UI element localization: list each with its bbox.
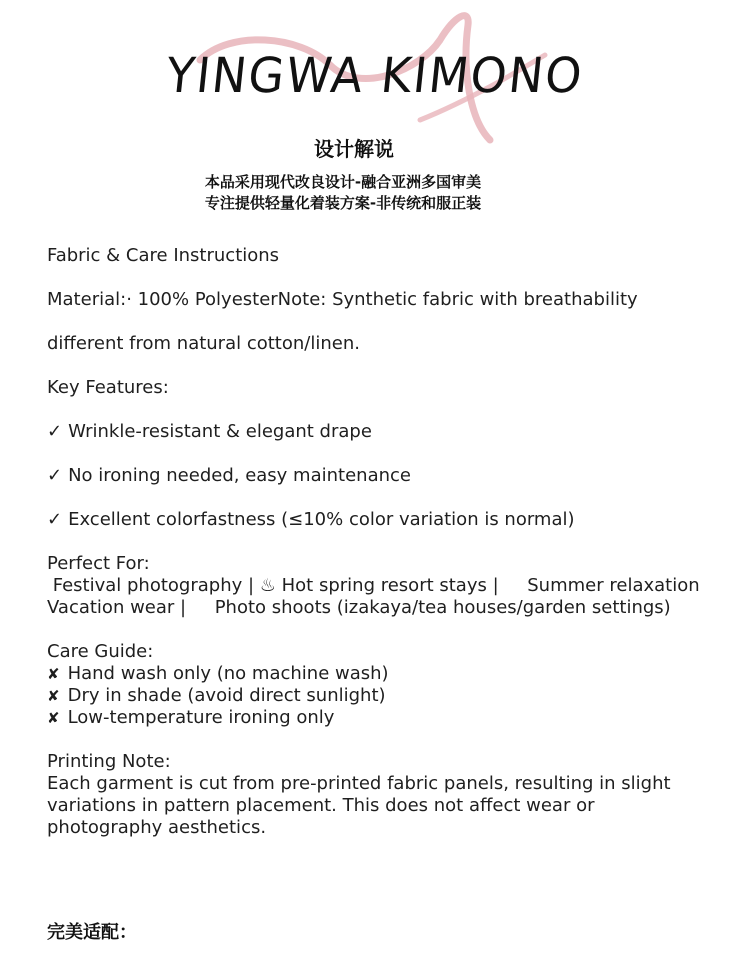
care-item — [47, 663, 389, 685]
feature-text: Wrinkle-resistant & elegant drape — [68, 421, 372, 442]
intro-line: 专注提供轻量化着装方案-非传统和服正装 — [204, 194, 482, 212]
care-item — [47, 707, 334, 729]
care-text: Dry in shade (avoid direct sunlight) — [67, 685, 386, 706]
design-intro — [0, 172, 686, 214]
feature-text: Excellent colorfastness (≤10% color variation is normal) — [68, 509, 575, 530]
check-icon: ✓ — [47, 509, 63, 530]
features-heading: Key Features: — [47, 377, 169, 398]
cross-icon: ✘ — [47, 687, 60, 705]
brand-title: YINGWA KIMONO — [163, 46, 587, 104]
feature-item — [47, 509, 575, 531]
printing-note: Each garment is cut from pre-printed fabric panels, resulting in slight variations in pattern placement. This does not affect wear or photography aesthetics. — [47, 773, 671, 838]
intro-line: 本品采用现代改良设计-融合亚洲多国审美 — [204, 173, 482, 191]
material-line: different from natural cotton/linen. — [47, 333, 360, 354]
perfect-heading: Perfect For: — [47, 553, 150, 574]
feature-item — [47, 421, 372, 443]
feature-text: No ironing needed, easy maintenance — [68, 465, 411, 486]
cross-icon: ✘ — [47, 709, 60, 727]
check-icon: ✓ — [47, 421, 63, 442]
care-item — [47, 685, 386, 707]
fabric-heading: Fabric & Care Instructions — [47, 245, 280, 266]
care-heading: Care Guide: — [47, 641, 154, 662]
perfect-line: Festival photography | ♨ Hot spring resort stays | Summer relaxation — [47, 575, 700, 596]
cross-icon: ✘ — [47, 665, 60, 683]
care-text: Low-temperature ironing only — [67, 707, 335, 728]
material-line: Material:· 100% PolyesterNote: Synthetic fabric with breathability — [47, 289, 638, 310]
footer-heading: 完美适配： — [47, 922, 137, 943]
care-text: Hand wash only (no machine wash) — [67, 663, 389, 684]
feature-item — [47, 465, 411, 487]
design-subtitle: 设计解说 — [314, 137, 394, 161]
perfect-line: Vacation wear | Photo shoots (izakaya/tea houses/garden settings) — [47, 597, 671, 618]
check-icon: ✓ — [47, 465, 63, 486]
printing-heading: Printing Note: — [47, 751, 171, 772]
